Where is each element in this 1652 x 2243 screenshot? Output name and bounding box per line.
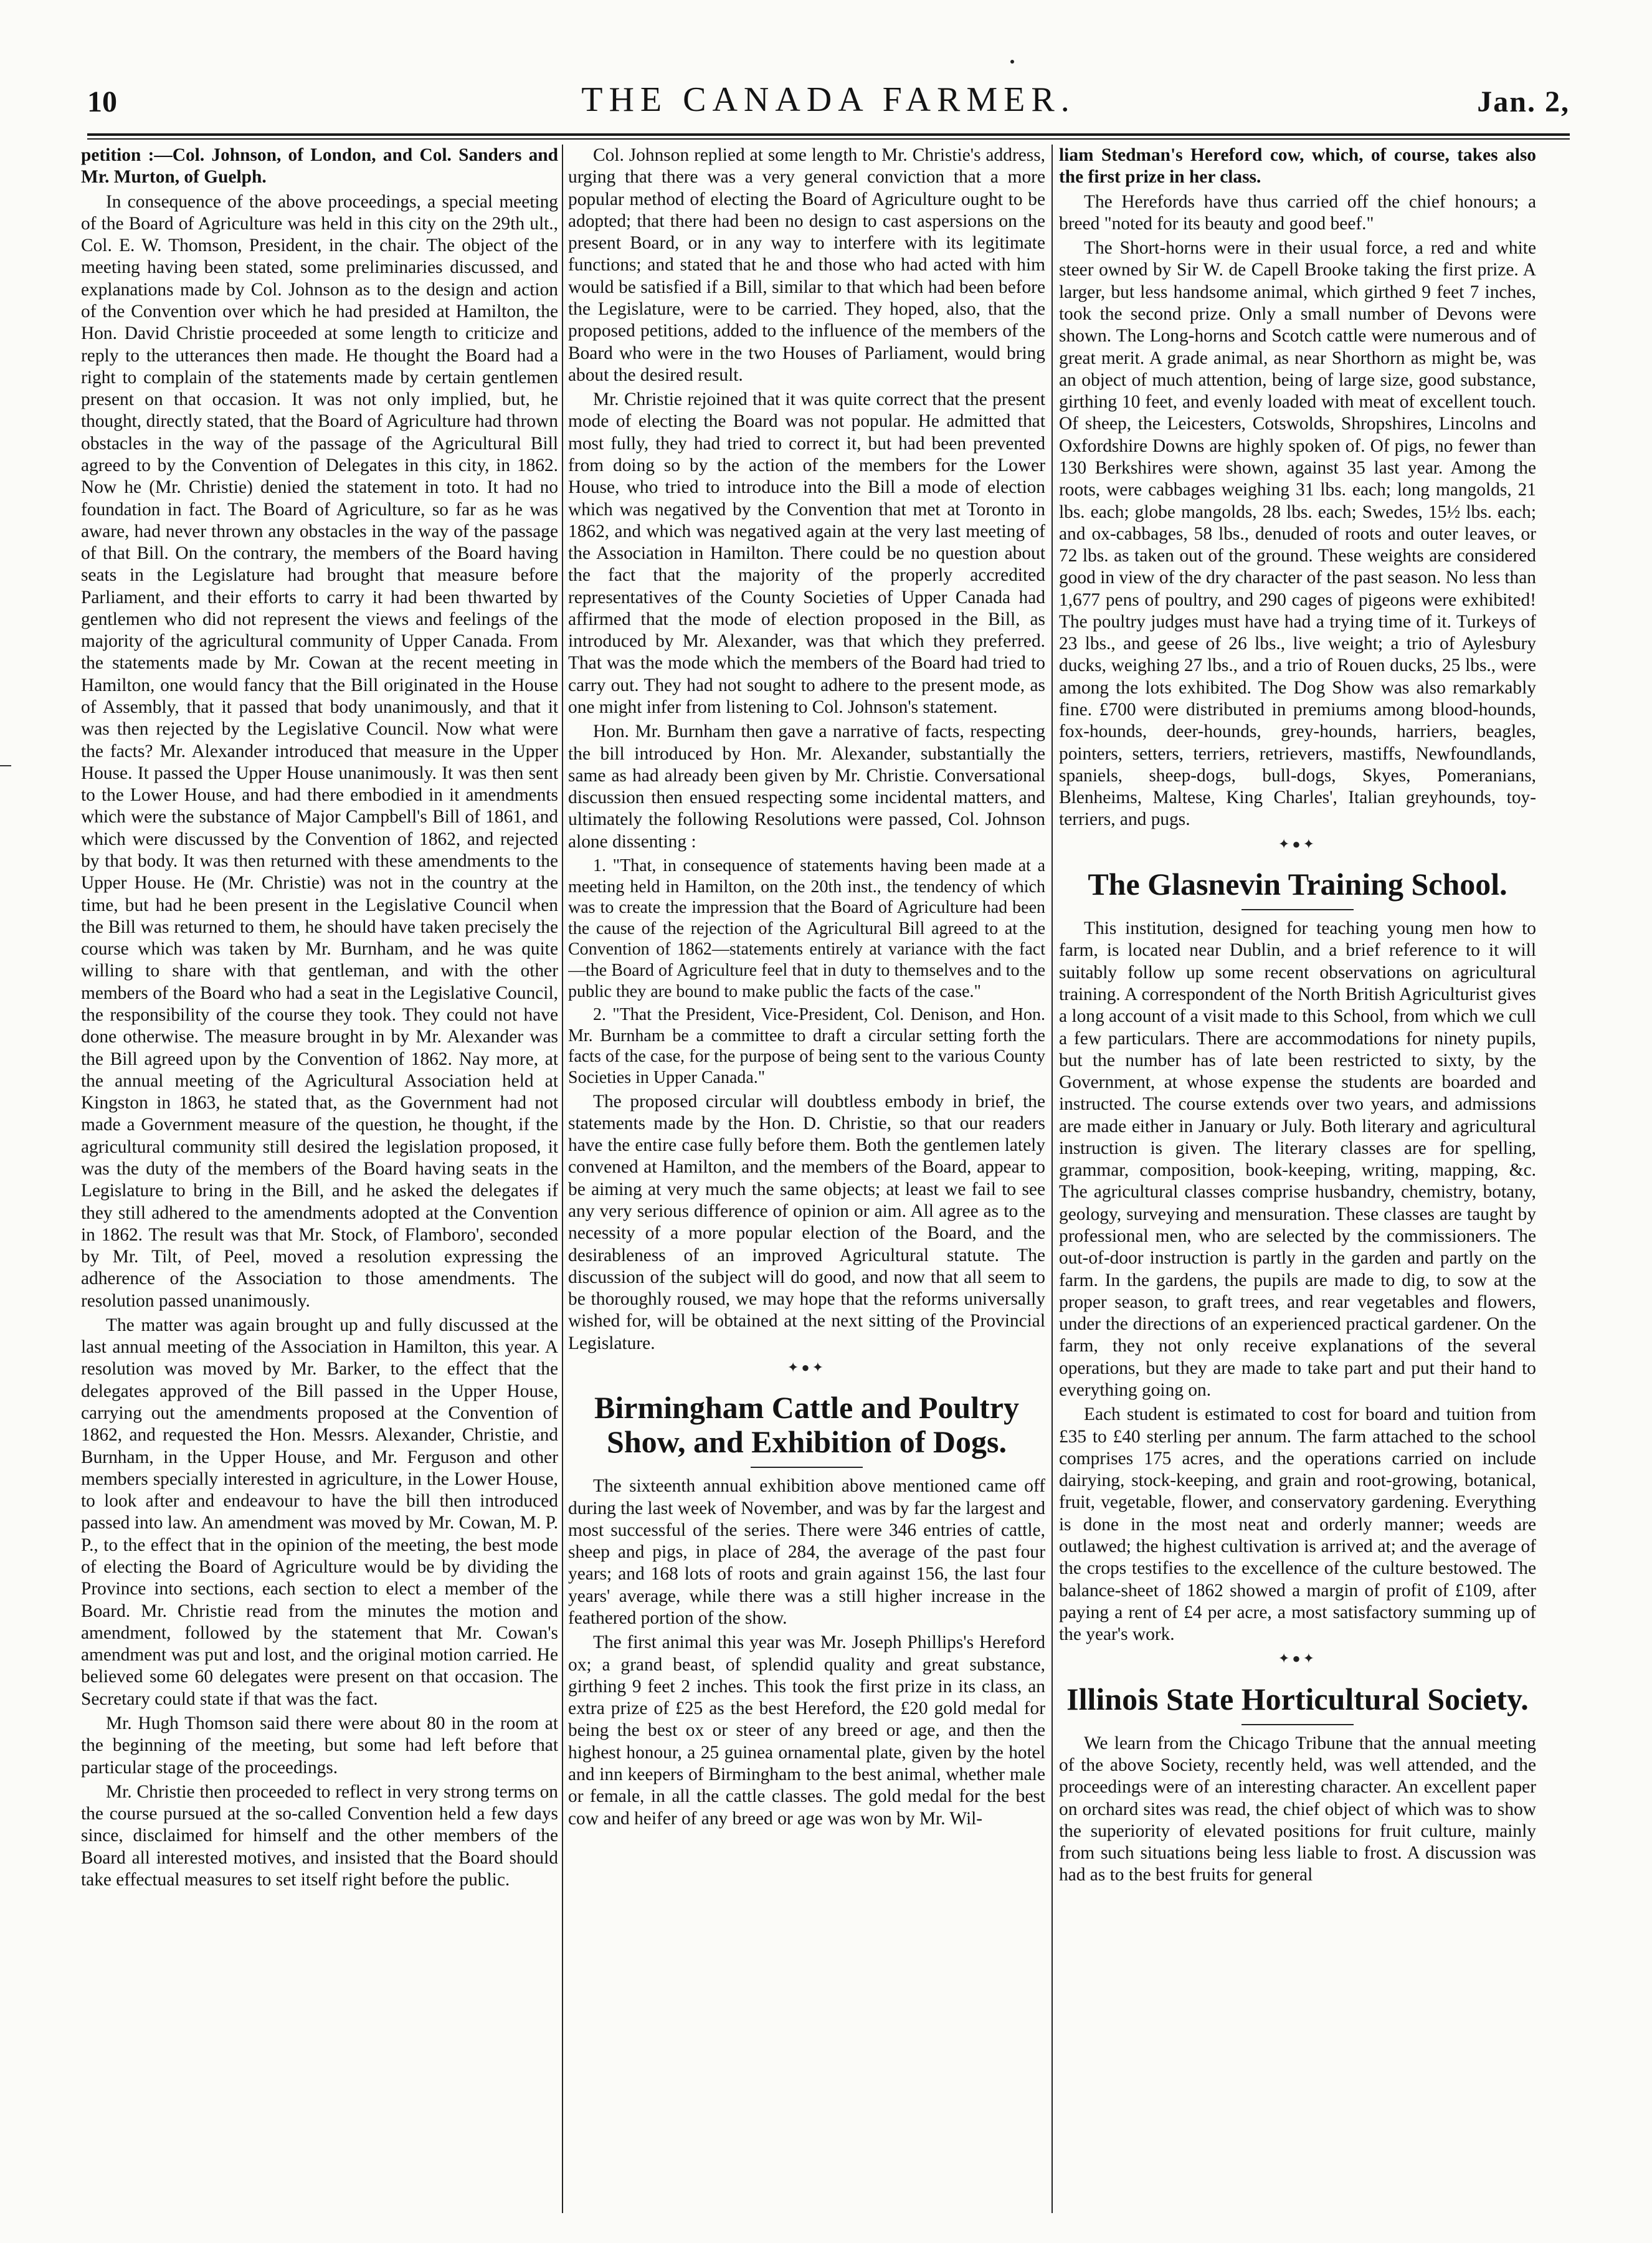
article-paragraph: Hon. Mr. Burnham then gave a narrative of facts, respecting the bill introduced by Hon. Mr. Alexander, substantially the same as had already been given by Mr. Christie. Conversational discussion then ensued respecting some incidental matters, and ultimately the following Resolutions were passed, Col. Johnson alone dissenting : [568, 721, 1045, 852]
column-right [1059, 145, 1536, 2219]
article-paragraph: The Herefords have thus carried off the chief honours; a breed "noted for its beauty and good beef." [1059, 191, 1536, 234]
article-paragraph: In consequence of the above proceedings, a special meeting of the Board of Agriculture was held in this city on the 29th ult., Col. E. W. Thomson, President, in the chair. The object of the meeting having been stated, some preliminaries discussed, and explanations made by Col. Johnson as to the design and action of the Convention over which he had presided at Hamilton, the Hon. David Christie proceeded at some length to criticize and reply to the utterances then made. He thought the Board had a right to complain of the statements made by certain gentlemen present on that occasion. It was not only implied, but, he thought, directly stated, that the Board of Agriculture had thrown obstacles in the way of the passage of the Agricultural Bill agreed to by the Convention of Delegates in this city, in 1862. Now he (Mr. Christie) denied the statement in toto. It had no foundation in fact. The Board of Agriculture, so far as he was aware, had never thrown any obstacles in the way of the passage of that Bill. On the contrary, the members of the Board having seats in the Legislature had brought that measure before Parliament, and their efforts to carry it had been thwarted by gentlemen who did not represent the views and feelings of the majority of the agricultural community of Upper Canada. From the statements made by Mr. Cowan at the recent meeting in Hamilton, one would fancy that the Bill originated in the House of Assembly, that it passed that body unanimously, and that it was then rejected by the Legislative Council. Now what were the facts? Mr. Alexander introduced that measure in the Upper House. It passed the Upper House unanimously. It was then sent to the Lower House, and had there embodied in it amendments which were the substance of Major Campbell's Bill of 1861, and which were discussed by the Convention of 1862, and rejected by that body. It was then returned with these amendments to the Upper House. He (Mr. Christie) was not in the country at the time, but had he been present in the Legislative Council when the Bill was returned to them, he should have taken precisely the course which was taken by Mr. Burnham, and he was quite willing to share with that gentleman, and with the other members of the Board who had a seat in the Legislative Council, the responsibility of the course they took. They could not have done otherwise. The measure brought in by Mr. Alexander was the Bill agreed upon by the Convention of 1862. Nay more, at the annual meeting of the Agricultural Association held at Kingston in 1863, he stated that, as the Government had not made a Government measure of the question, he thought, if the agricultural community still desired the legislation proposed, it was the duty of the members of the Board having seats in the Legislature to bring in the Bill, and he asked the delegates if they still adhered to the amendments adopted at the Convention in 1862. The result was that Mr. Stock, of Flamboro', seconded by Mr. Tilt, of Peel, moved a resolution expressing the adherence of the Association to those amendments. The resolution passed unanimously. [81, 191, 558, 1311]
article-paragraph: The proposed circular will doubtless embody in brief, the statements made by the Hon. D. Christie, so that our readers have the entire case fully before them. Both the gentlemen lately convened at Hamilton, and the members of the Board, appear to be aiming at very much the same objects; at least we fail to see any very serious difference of opinion or aim. All agree as to the necessity of a more popular election of the Board, and the desirableness of an improved Agricultural statute. The discussion of the subject will do good, and now that all seem to be thoroughly roused, we may hope that the reforms universally wished for, will be obtained at the next sitting of the Provincial Legislature. [568, 1091, 1045, 1353]
page-number: 10 [87, 85, 117, 118]
section-ornament: ✦●✦ [1278, 836, 1317, 852]
issue-date: Jan. 2, [1477, 85, 1570, 118]
article-paragraph: liam Stedman's Hereford cow, which, of course, takes also the first prize in her class. [1059, 145, 1536, 188]
section-title-illinois: Illinois State Horticultural Society. [1066, 1681, 1529, 1717]
header-rule-thin [87, 138, 1570, 140]
article-paragraph: This institution, designed for teaching young men how to farm, is located near Dublin, and a brief reference to it will suitably follow up some recent observations on agricultural training. A correspondent of the North British Agriculturist gives a long account of a visit made to this School, from which we cull a few particulars. There are accommodations for ninety pupils, but the number has of late been restricted to sixty, by the Government, at whose expense the students are boarded and instructed. The course extends over two years, and admissions are made either in January or July. Both literary and agricultural instruction is given. The literary classes are for spelling, grammar, composition, book-keeping, writing, mapping, &c. The agricultural classes comprise husbandry, chemistry, botany, geology, surveying and mensuration. These classes are taught by professional men, who are selected by the commissioners. The out-of-door instruction is partly in the garden and partly on the farm. In the gardens, the pupils are made to dig, to sow at the proper season, to graft trees, and rear vegetables and flowers, under the directions of an experienced practical gardener. On the farm, they not only receive explanations of the several operations, but they are made to take part and put their hand to everything going on. [1059, 918, 1536, 1401]
resolution-one: 1. "That, in consequence of statements having been made at a meeting held in Hamilton, on the 20th inst., the tendency of which was to create the impression that the Board of Agriculture had been the cause of the rejection of the Agricultural Bill agreed to at the Convention of 1862—statements entirely at variance with the fact—the Board of Agriculture feel that in duty to themselves and to the public they are bound to make public the facts of the case." [568, 856, 1045, 1001]
title-rule [1241, 909, 1354, 910]
article-paragraph: The Short-horns were in their usual force, a red and white steer owned by Sir W. de Capell Brooke taking the first prize. A larger, but less handsome animal, which girthed 9 feet 7 inches, took the second prize. Only a small number of Devons were shown. The Long-horns and Scotch cattle were numerous and of great merit. A grade animal, as near Shorthorn as might be, was an object of much attention, being of large size, good substance, girthing 10 feet, and evenly loaded with meat of excellent touch. Of sheep, the Leicesters, Cotswolds, Shropshires, Lincolns and Oxfordshire Downs are highly spoken of. Of pigs, no fewer than 130 Berkshires were shown, against 35 last year. Among the roots, were cabbages weighing 31 lbs. each; long mangolds, 21 lbs. each; globe mangolds, 28 lbs. each; Swedes, 15½ lbs. each; and ox-cabbages, 58 lbs., denuded of roots and outer leaves, or 72 lbs. as taken out of the ground. These weights are considered good in view of the dry character of the past season. No less than 1,677 pens of poultry, and 290 cages of pigeons were exhibited! The poultry judges must have had a trying time of it. Turkeys of 23 lbs., and geese of 26 lbs., live weight; a trio of Aylesbury ducks, weighing 27 lbs., and a trio of Rouen ducks, 25 lbs., were among the lots exhibited. The Dog Show was also remarkably fine. £700 were distributed in premiums among blood-hounds, fox-hounds, deer-hounds, grey-hounds, harriers, beagles, pointers, setters, terriers, retrievers, mastiffs, Newfoundlands, spaniels, sheep-dogs, bull-dogs, Skyes, Pomeranians, Blenheims, Maltese, King Charles', Italian greyhounds, toy-terriers, and pugs. [1059, 238, 1536, 830]
section-title-glasnevin: The Glasnevin Training School. [1088, 867, 1507, 902]
column-divider [562, 145, 563, 2213]
column-divider [1051, 145, 1053, 2213]
article-paragraph: petition :—Col. Johnson, of London, and Col. Sanders and Mr. Murton, of Guelph. [81, 145, 558, 188]
page-header [87, 74, 1570, 130]
section-ornament: ✦●✦ [1278, 1650, 1317, 1667]
title-rule [1241, 1724, 1354, 1725]
print-speck [1010, 60, 1014, 64]
article-paragraph: The first animal this year was Mr. Joseph Phillips's Hereford ox; a grand beast, of splendid quality and great substance, girthing 9 feet 2 inches. This took the first prize in its class, an extra prize of £25 as the best Hereford, the £20 gold medal for being the best ox or steer of any breed or age, and then the highest honour, a 25 guinea ornamental plate, given by the hotel and inn keepers of Birmingham to the best animal, whether male or female, in all the cattle classes. The gold medal for the best cow and heifer of any breed or age was won by Mr. Wil- [568, 1632, 1045, 1829]
section-ornament: ✦●✦ [787, 1359, 827, 1375]
article-paragraph: Mr. Christie then proceeded to reflect in very strong terms on the course pursued at the so-called Convention held a few days since, disclaimed for himself and the other members of the Board all interested motives, and insisted that the Board should take effectual measures to set itself right before the public. [81, 1781, 558, 1890]
title-rule [751, 1467, 863, 1468]
resolution-two: 2. "That the President, Vice-President, Col. Denison, and Hon. Mr. Burnham be a committee to draft a circular setting forth the facts of the case, for the purpose of being sent to the various County Societies in Upper Canada." [568, 1005, 1045, 1087]
newspaper-title: THE CANADA FARMER. [581, 80, 1076, 119]
column-left [81, 145, 558, 2219]
article-paragraph: The sixteenth annual exhibition above mentioned came off during the last week of November, and was by far the largest and most successful of the series. There were 346 entries of cattle, sheep and pigs, in place of 284, the average of the past four years; and 168 lots of roots and grain against 156, the last four years' average, while there was a still higher increase in the feathered portion of the show. [568, 1476, 1045, 1628]
article-paragraph: Mr. Hugh Thomson said there were about 80 in the room at the beginning of the meeting, but some had left before that particular stage of the proceedings. [81, 1713, 558, 1778]
article-paragraph: Each student is estimated to cost for board and tuition from £35 to £40 sterling per annum. The farm attached to the school comprises 175 acres, and the operations carried on include dairying, stock-keeping, and grain and root-growing, botanical, fruit, vegetable, flower, and conservatory gardening. Everything is done in the most neat and orderly manner; weeds are outlawed; the highest cultivation is arrived at; and the average of the crops testifies to the excellence of the culture bestowed. The balance-sheet of 1862 showed a margin of profit of £109, after paying a rent of £4 per acre, a most satisfactory summing up of the year's work. [1059, 1404, 1536, 1645]
header-rule-thick [87, 133, 1570, 136]
margin-mark [0, 765, 11, 766]
column-middle [568, 145, 1045, 2219]
article-paragraph: Mr. Christie rejoined that it was quite correct that the present mode of electing the Board was not popular. He admitted that most fully, they had tried to correct it, but had been prevented from doing so by the action of the members for the Lower House, who tried to introduce into the Bill a mode of election which was negatived by the Convention that met at Toronto in 1862, and which was negatived again at the very last meeting of the Association in Hamilton. There could be no question about the fact that the majority of the properly accredited representatives of the County Societies of Upper Canada had affirmed that the mode of election proposed in the Bill, as introduced by Mr. Alexander, was that which they preferred. That was the mode which the members of the Board had tried to carry out. They had not sought to adhere to the present mode, as one might infer from listening to Col. Johnson's statement. [568, 389, 1045, 718]
article-paragraph: We learn from the Chicago Tribune that the annual meeting of the above Society, recently held, was well attended, and the proceedings were of an interesting character. An excellent paper on orchard sites was read, the chief object of which was to show the superiority of elevated positions for fruit culture, mainly from such situations being less liable to frost. A discussion was had as to the best fruits for general [1059, 1733, 1536, 1885]
section-title-birmingham: Birmingham Cattle and Poultry Show, and Exhibition of Dogs. [594, 1390, 1019, 1460]
article-paragraph: Col. Johnson replied at some length to Mr. Christie's address, urging that there was a very general conviction that a more popular method of electing the Board of Agriculture ought to be adopted; that there had been no design to cast aspersions on the present Board, or in any way to interfere with its legitimate functions; and stated that he and those who had acted with him would be satisfied if a Bill, similar to that which had been before the Legislature, were to be carried. They hoped, also, that the proposed petitions, added to the influence of the members of the Board who were in the two Houses of Parliament, would bring about the desired result. [568, 145, 1045, 385]
article-paragraph: The matter was again brought up and fully discussed at the last annual meeting of the Association in Hamilton, this year. A resolution was moved by Mr. Barker, to the effect that the delegates approved of the Bill passed in the Upper House, carrying out the amendments proposed at the Convention of 1862, and requested the Hon. Messrs. Alexander, Christie, and Burnham, in the Upper House, and Mr. Ferguson and other members specially interested in agriculture, in the Lower House, to look after and endeavour to have the bill then introduced passed into law. An amendment was moved by Mr. Cowan, M. P. P., to the effect that in the opinion of the meeting, the best mode of electing the Board of Agriculture would be by dividing the Province into sections, each section to elect a member of the Board. Mr. Christie read from the minutes the motion and amendment, followed by the statement that Mr. Cowan's amendment was put and lost, and the original motion carried. He believed some 60 delegates were present on that occasion. The Secretary could state if that was the fact. [81, 1315, 558, 1709]
